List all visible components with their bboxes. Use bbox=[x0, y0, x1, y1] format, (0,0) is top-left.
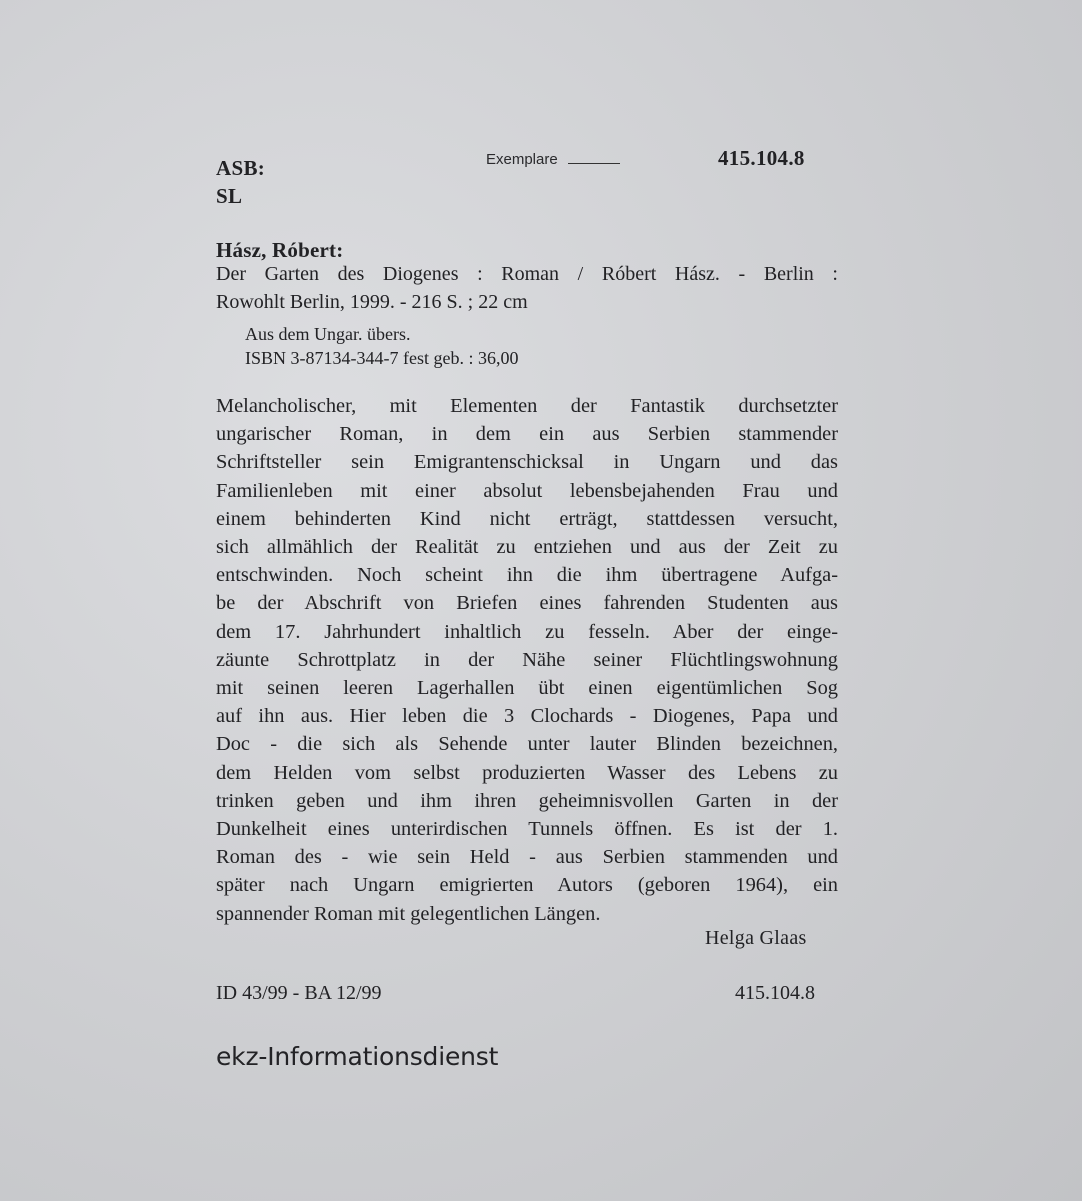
review-line: mit seinen leeren Lagerhallen übt einen eigentümlichen Sog bbox=[216, 677, 838, 700]
review-line: Familienleben mit einer absolut lebensbejahenden Frau und bbox=[216, 479, 838, 502]
review-text bbox=[216, 392, 838, 928]
bibliographic-notes bbox=[245, 322, 518, 370]
review-line: zäunte Schrottplatz in der Nähe seiner Flüchtlingswohnung bbox=[216, 648, 838, 671]
review-line: Melancholischer, mit Elementen der Fantastik durchsetzter bbox=[216, 395, 838, 417]
asb-label: ASB: bbox=[216, 156, 266, 180]
review-line: sich allmählich der Realität zu entziehen und aus der Zeit zu bbox=[216, 536, 838, 559]
review-line: be der Abschrift von Briefen eines fahrenden Studenten aus bbox=[216, 592, 838, 615]
review-line: Roman des - wie sein Held - aus Serbien stammenden und bbox=[216, 846, 838, 869]
exemplare-field bbox=[486, 151, 620, 168]
review-line: Schriftsteller sein Emigrantenschicksal in Ungarn und das bbox=[216, 451, 838, 474]
id-number-top: 415.104.8 bbox=[718, 146, 805, 170]
review-line: einem behinderten Kind nicht erträgt, stattdessen versucht, bbox=[216, 507, 838, 530]
citation-title-line: Der Garten des Diogenes : Roman / Róbert Hász. - Berlin : bbox=[216, 263, 838, 285]
review-line: auf ihn aus. Hier leben die 3 Clochards - Diogenes, Papa und bbox=[216, 705, 838, 728]
review-line: Doc - die sich als Sehende unter lauter Blinden bezeichnen, bbox=[216, 733, 838, 756]
asb-block bbox=[216, 154, 265, 210]
exemplare-label: Exemplare bbox=[486, 151, 558, 168]
translation-note: Aus dem Ungar. übers. bbox=[245, 324, 411, 344]
review-line: später nach Ungarn emigrierten Autors (geboren 1964), ein bbox=[216, 874, 838, 897]
service-name: ekz-Informationsdienst bbox=[216, 1042, 499, 1071]
author-heading: Hász, Róbert: bbox=[216, 238, 344, 262]
exemplare-blank-line bbox=[568, 153, 620, 164]
review-line: dem 17. Jahrhundert inhaltlich zu fesseln. Aber der einge- bbox=[216, 620, 838, 643]
review-line: Dunkelheit eines unterirdischen Tunnels öffnen. Es ist der 1. bbox=[216, 818, 838, 841]
review-line: entschwinden. Noch scheint ihn die ihm übertragene Aufga- bbox=[216, 564, 838, 587]
citation-publisher-line: Rowohlt Berlin, 1999. - 216 S. ; 22 cm bbox=[216, 291, 528, 313]
review-line: trinken geben und ihm ihren geheimnisvollen Garten in der bbox=[216, 789, 838, 812]
bibliographic-citation bbox=[216, 260, 838, 316]
asb-code: SL bbox=[216, 184, 243, 208]
isbn-line: ISBN 3-87134-344-7 fest geb. : 36,00 bbox=[245, 348, 519, 368]
review-line: ungarischer Roman, in dem ein aus Serbien stammender bbox=[216, 423, 838, 446]
review-line: dem Helden vom selbst produzierten Wasser des Lebens zu bbox=[216, 761, 838, 784]
reviewer-signature: Helga Glaas bbox=[705, 927, 807, 949]
review-line: spannender Roman mit gelegentlichen Längen. bbox=[216, 902, 601, 925]
issue-reference: ID 43/99 - BA 12/99 bbox=[216, 982, 382, 1004]
id-number-bottom: 415.104.8 bbox=[735, 982, 815, 1004]
